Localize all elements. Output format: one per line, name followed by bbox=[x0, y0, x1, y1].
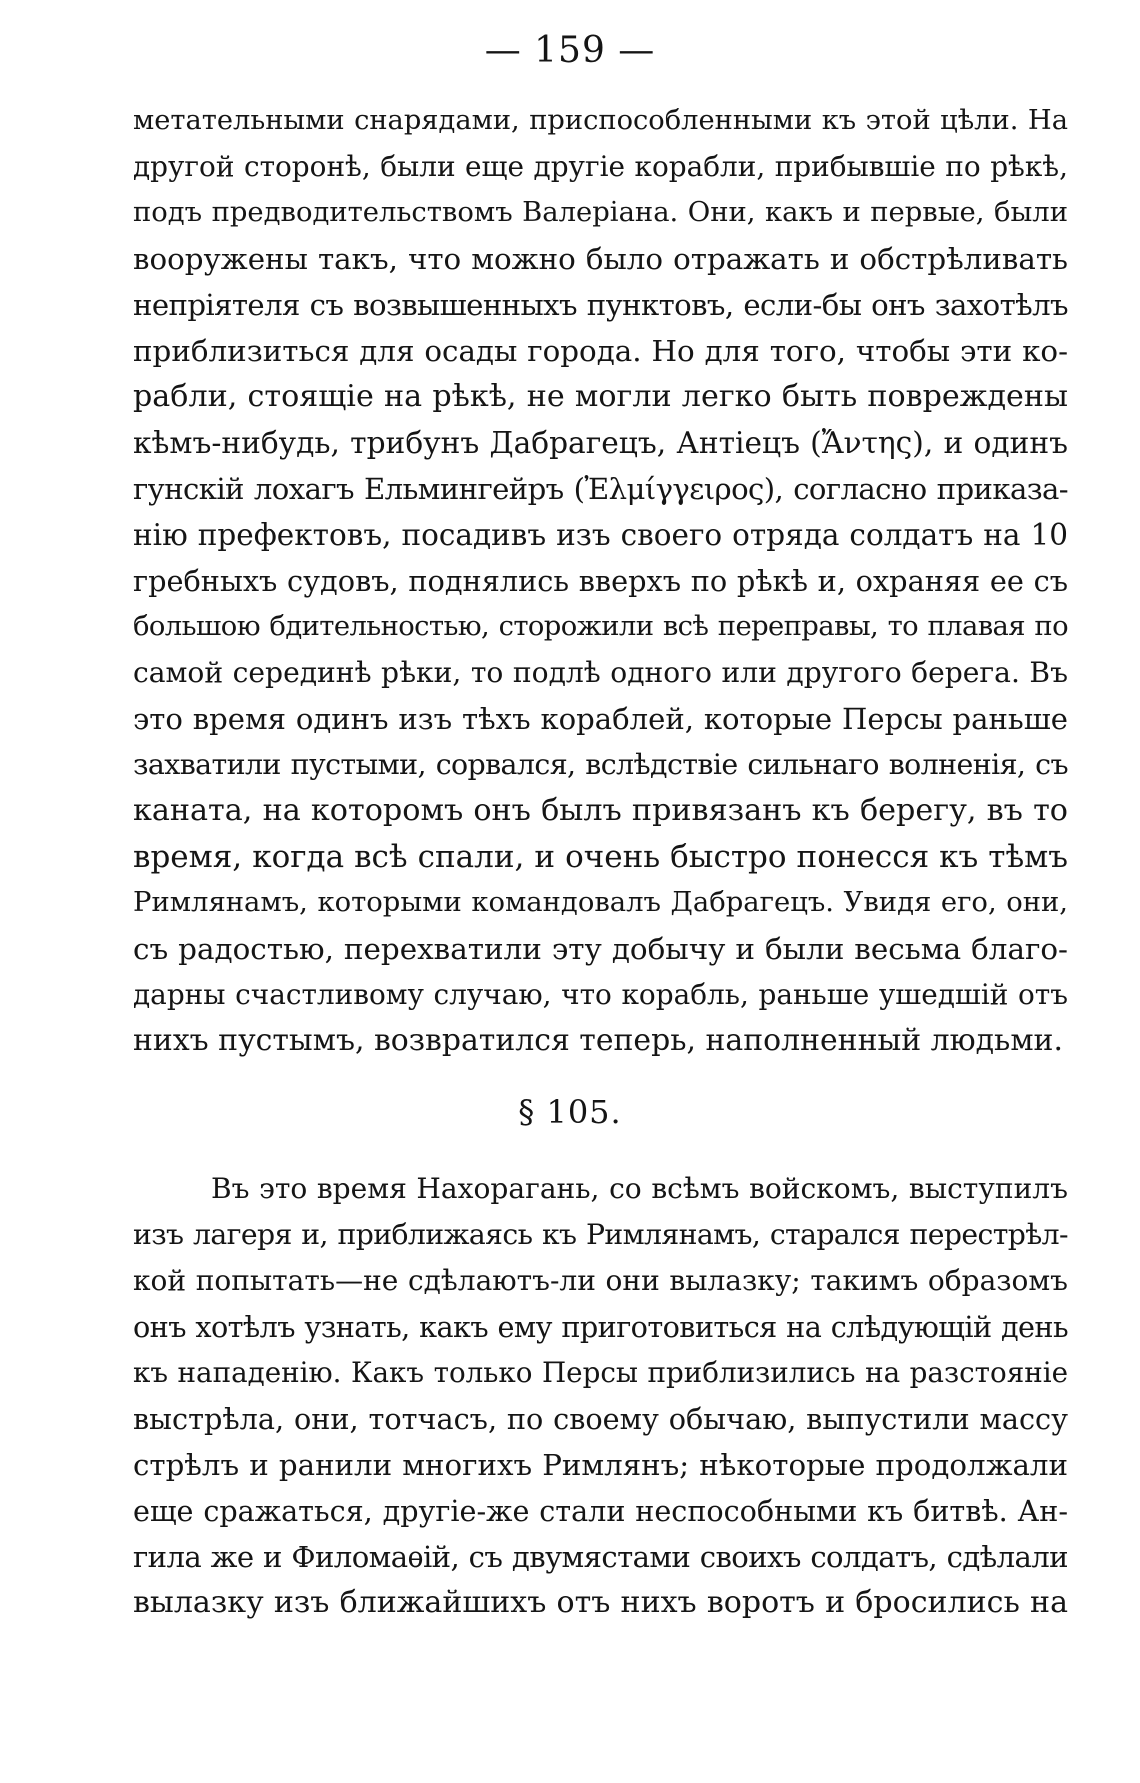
paragraph-1 bbox=[133, 98, 1068, 1064]
text-line: вооружены такъ, что можно было отражать и обстрѣливать bbox=[133, 242, 1068, 276]
text-line: непріятеля съ возвышенныхъ пунктовъ, если-бы онъ захотѣлъ bbox=[133, 288, 1068, 322]
text-line: время, когда всѣ спали, и очень быстро понесся къ тѣмъ bbox=[133, 839, 1068, 875]
text-line: гребныхъ судовъ, поднялись вверхъ по рѣкѣ и, охраняя ее съ bbox=[133, 564, 1068, 598]
text-line: онъ хотѣлъ узнать, какъ ему приготовиться на слѣдующій день bbox=[133, 1310, 1068, 1344]
text-line: Римлянамъ, которыми командовалъ Дабрагецъ. Увидя его, они, bbox=[133, 887, 1068, 918]
text-line: рабли, стоящіе на рѣкѣ, не могли легко быть повреждены bbox=[133, 379, 1068, 414]
text-line: съ радостью, перехватили эту добычу и были весьма благо- bbox=[133, 932, 1068, 966]
text-line: къ нападенію. Какъ только Персы приблизились на разстояніе bbox=[133, 1356, 1068, 1389]
text-line: другой сторонѣ, были еще другіе корабли, прибывшіе по рѣкѣ, bbox=[133, 150, 1068, 183]
text-line: приблизиться для осады города. Но для того, чтобы эти ко- bbox=[133, 334, 1068, 368]
page-number: — 159 — bbox=[484, 30, 656, 71]
text-line: Въ это время Нахорагань, со всѣмъ войскомъ, выступилъ bbox=[211, 1172, 1068, 1205]
text-line: гунскій лохагъ Ельмингейръ (Ἐλμίγγειρος), согласно приказа- bbox=[133, 472, 1068, 506]
section-heading: § 105. bbox=[518, 1093, 622, 1131]
text-line: подъ предводительствомъ Валеріана. Они, какъ и первые, были bbox=[133, 197, 1068, 228]
text-line: кой попытать—не сдѣлаютъ-ли они вылазку; такимъ образомъ bbox=[133, 1264, 1068, 1297]
text-line: метательными снарядами, приспособленными къ этой цѣли. На bbox=[133, 105, 1068, 136]
text-line: каната, на которомъ онъ былъ привязанъ къ берегу, въ то bbox=[133, 793, 1068, 828]
text-line: выстрѣла, они, тотчасъ, по своему обычаю, выпустили массу bbox=[133, 1402, 1068, 1436]
text-line: вылазку изъ ближайшихъ отъ нихъ воротъ и бросились на bbox=[133, 1585, 1068, 1620]
text-line: изъ лагеря и, приближаясь къ Римлянамъ, старался перестрѣл- bbox=[133, 1218, 1068, 1251]
text-line: самой серединѣ рѣки, то подлѣ одного или другого берега. Въ bbox=[133, 656, 1068, 689]
text-line: еще сражаться, другіе-же стали неспособными къ битвѣ. Ан- bbox=[133, 1494, 1068, 1528]
text-line: гила же и Филомаѳій, съ двумястами своихъ солдатъ, сдѣлали bbox=[133, 1540, 1068, 1574]
text-line: кѣмъ-нибудь, трибунъ Дабрагецъ, Антіецъ (Ἄντης), и одинъ bbox=[133, 425, 1068, 460]
text-line: стрѣлъ и ранили многихъ Римлянъ; нѣкоторые продолжали bbox=[133, 1448, 1068, 1482]
text-line: дарны счастливому случаю, что корабль, раньше ушедшій отъ bbox=[133, 978, 1068, 1011]
paragraph-2 bbox=[133, 1166, 1068, 1626]
text-line: нихъ пустымъ, возвратился теперь, наполненный людьми. bbox=[133, 1023, 1063, 1058]
text-line: нію префектовъ, посадивъ изъ своего отряда солдатъ на 10 bbox=[133, 518, 1068, 552]
text-line: большою бдительностью, сторожили всѣ переправы, то плавая по bbox=[133, 611, 1068, 642]
text-line: захватили пустыми, сорвался, вслѣдствіе сильнаго волненія, съ bbox=[133, 748, 1068, 781]
text-line: это время одинъ изъ тѣхъ кораблей, которые Персы раньше bbox=[133, 702, 1068, 736]
